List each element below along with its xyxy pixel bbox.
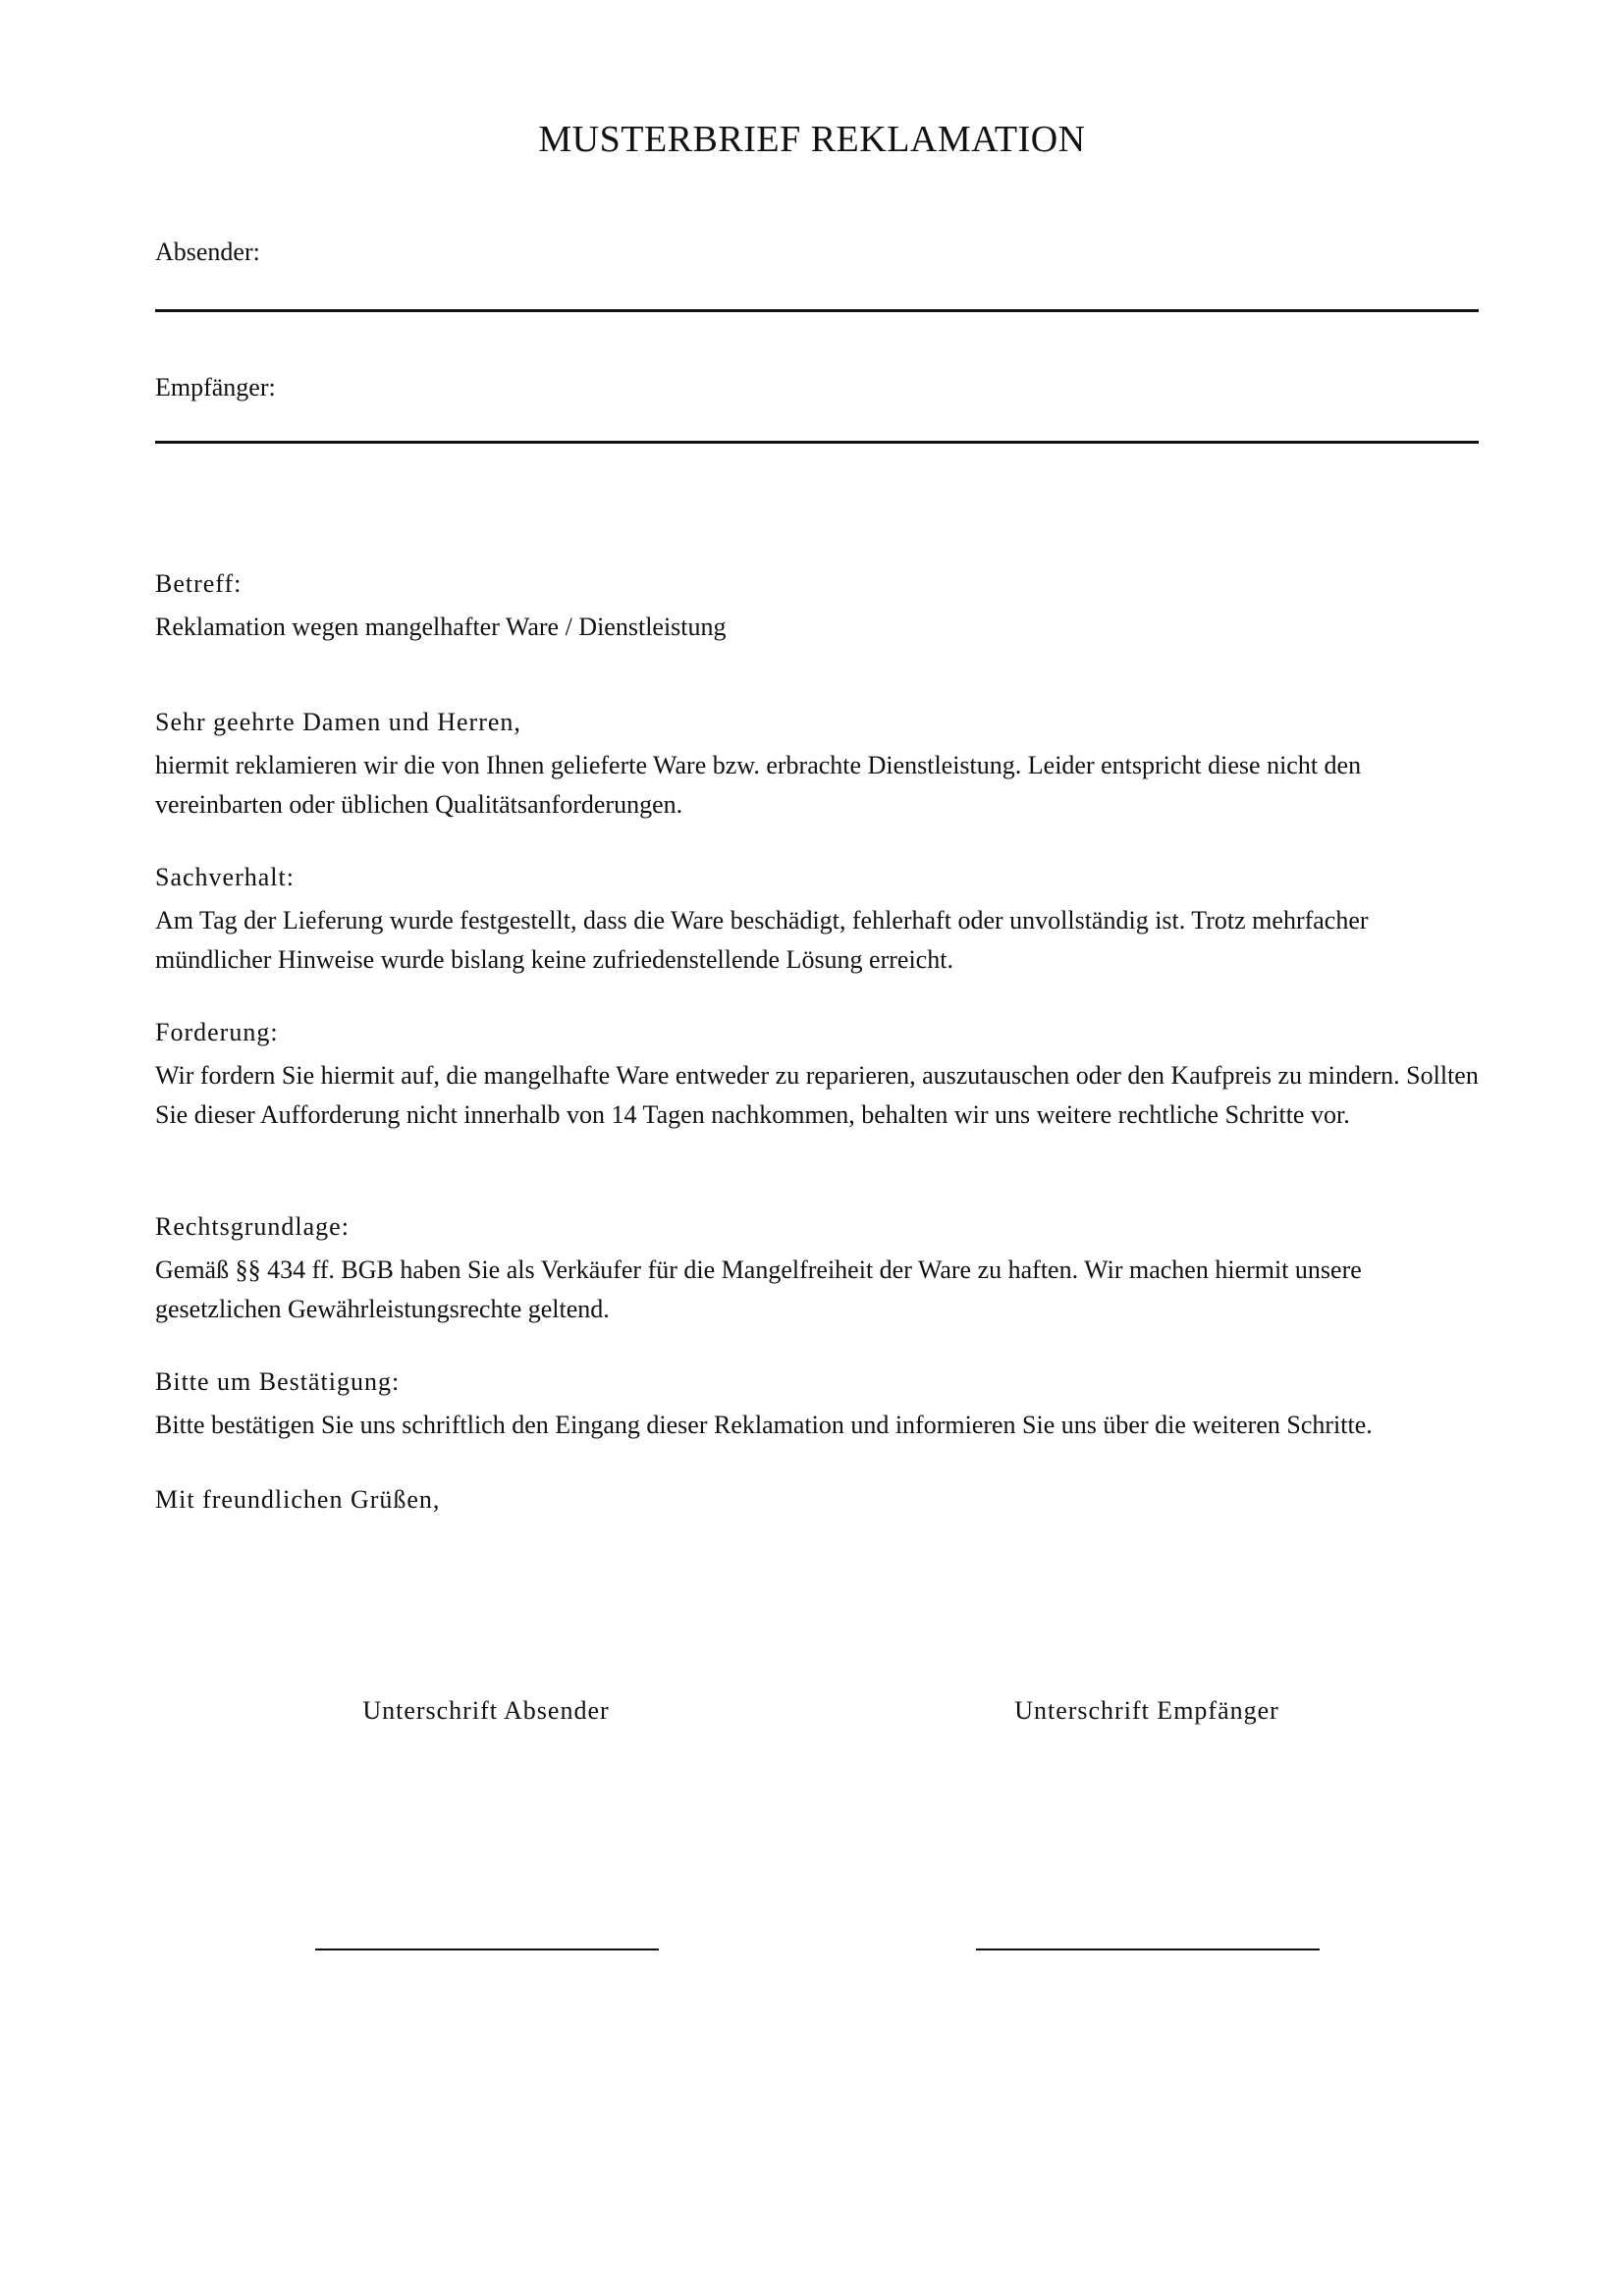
recipient-label: Empfänger:	[155, 373, 276, 401]
legal-heading: Rechtsgrundlage:	[155, 1212, 350, 1241]
legal-section	[155, 1209, 1490, 1329]
recipient-line	[155, 441, 1479, 444]
confirm-section	[155, 1364, 1490, 1445]
facts-heading: Sachverhalt:	[155, 863, 295, 891]
legal-text: Gemäß §§ 434 ff. BGB haben Sie als Verkäufer für die Mangelfreiheit der Ware zu haften. Wir machen hiermit unsere gesetzlichen Gewährleistungsrechte geltend.	[155, 1255, 1362, 1323]
demand-section	[155, 1015, 1490, 1135]
signature-sender-label: Unterschrift Absender	[362, 1696, 610, 1725]
closing-section	[155, 1482, 1490, 1518]
sender-line	[155, 309, 1479, 312]
salutation: Sehr geehrte Damen und Herren,	[155, 708, 521, 736]
signature-recipient-label: Unterschrift Empfänger	[1014, 1696, 1279, 1725]
confirm-text: Bitte bestätigen Sie uns schriftlich den Eingang dieser Reklamation und informieren Sie uns über die weiteren Schritte.	[155, 1411, 1373, 1439]
demand-heading: Forderung:	[155, 1018, 279, 1046]
facts-text: Am Tag der Lieferung wurde festgestellt, dass die Ware beschädigt, fehlerhaft oder unvollständig ist. Trotz mehrfacher mündlicher Hinweise wurde bislang keine zufriedenstellende Lösung erreicht.	[155, 906, 1369, 974]
subject-section	[155, 566, 1490, 647]
demand-text: Wir fordern Sie hiermit auf, die mangelhafte Ware entweder zu reparieren, auszutauschen oder den Kaufpreis zu mindern. Sollten Sie dieser Aufforderung nicht innerhalb von 14 Tagen nachkommen, behalten wir uns weitere rechtliche Schritte vor.	[155, 1061, 1479, 1129]
closing-text: Mit freundlichen Grüßen,	[155, 1485, 441, 1514]
subject-heading: Betreff:	[155, 569, 243, 598]
intro-section	[155, 705, 1490, 825]
intro-text: hiermit reklamieren wir die von Ihnen gelieferte Ware bzw. erbrachte Dienstleistung. Leider entspricht diese nicht den vereinbarten oder üblichen Qualitätsanforderungen.	[155, 751, 1362, 819]
sender-label: Absender:	[155, 238, 260, 266]
signature-sender-line	[315, 1949, 659, 1950]
signature-recipient-line	[976, 1949, 1320, 1950]
confirm-heading: Bitte um Bestätigung:	[155, 1367, 401, 1396]
subject-text: Reklamation wegen mangelhafter Ware / Dienstleistung	[155, 613, 727, 641]
document-title: MUSTERBRIEF REKLAMATION	[538, 119, 1086, 160]
facts-section	[155, 860, 1490, 980]
